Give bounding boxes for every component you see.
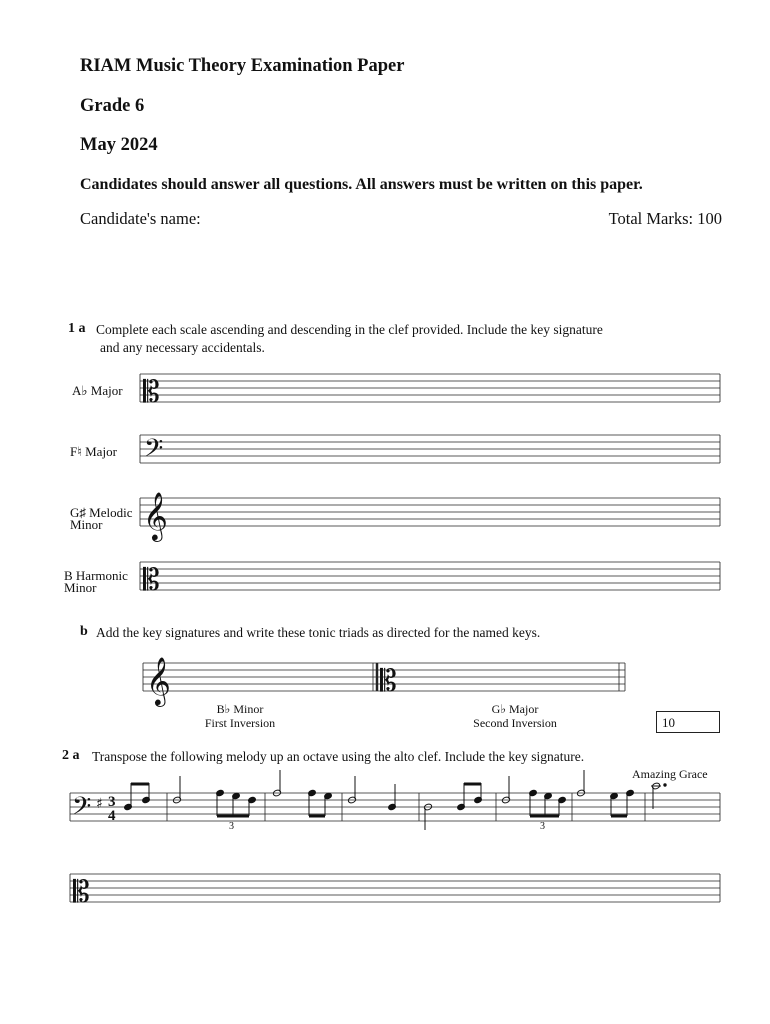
question-2a-number: 2 a bbox=[62, 748, 80, 763]
treble-clef-2: 𝄞 bbox=[146, 656, 171, 705]
marks-box: 10 bbox=[656, 711, 720, 733]
key-signature-sharp: ♯ bbox=[96, 796, 103, 812]
alto-clef-2: 𝄡 bbox=[143, 563, 160, 598]
scale-label-f-major: F♮ Major bbox=[70, 444, 117, 459]
scale-label-gsharp-melodic: G♯ Melodic bbox=[70, 505, 133, 520]
bass-clef-1: 𝄢 bbox=[144, 434, 164, 469]
triad-key-bb-minor: B♭ Minor bbox=[216, 702, 264, 716]
time-signature-top: 3 bbox=[108, 794, 116, 810]
staff-b-harmonic-minor[interactable] bbox=[140, 562, 720, 590]
grade-heading: Grade 6 bbox=[80, 96, 145, 116]
bass-clef-2: 𝄢 bbox=[72, 792, 92, 827]
paper-title: RIAM Music Theory Examination Paper bbox=[80, 56, 405, 76]
scale-label-ab-major: A♭ Major bbox=[72, 383, 123, 398]
staff-ab-major[interactable] bbox=[140, 374, 720, 402]
time-signature-bottom: 4 bbox=[108, 808, 116, 824]
question-1a-text-line1: Complete each scale ascending and descending in the clef provided. Include the key signature bbox=[96, 322, 603, 337]
triplet-marker-1: 3 bbox=[229, 821, 234, 832]
question-1a-number: 1 a bbox=[68, 321, 86, 336]
triad-inversion-second: Second Inversion bbox=[473, 716, 557, 730]
question-1b-text: Add the key signatures and write these tonic triads as directed for the named keys. bbox=[96, 625, 541, 640]
triplet-marker-2: 3 bbox=[540, 821, 545, 832]
instructions: Candidates should answer all questions. All answers must be written on this paper. bbox=[80, 176, 643, 193]
scale-label-b-minor: Minor bbox=[64, 580, 97, 595]
question-2a-text: Transpose the following melody up an octave using the alto clef. Include the key signature. bbox=[92, 749, 585, 764]
candidate-name-label: Candidate's name: bbox=[80, 209, 201, 228]
staff-answer-alto[interactable] bbox=[70, 874, 720, 902]
alto-clef-4: 𝄡 bbox=[73, 875, 90, 910]
triad-key-gb-major: G♭ Major bbox=[491, 702, 539, 716]
treble-clef-1: 𝄞 bbox=[143, 491, 168, 540]
triad-inversion-first: First Inversion bbox=[204, 716, 276, 730]
staff-gsharp-melodic-minor[interactable] bbox=[140, 498, 720, 526]
staff-f-major[interactable] bbox=[140, 435, 720, 463]
scale-label-gsharp-minor: Minor bbox=[70, 517, 103, 532]
question-1b-number: b bbox=[80, 624, 88, 639]
question-1a-text-line2: and any necessary accidentals. bbox=[100, 340, 265, 355]
total-marks: Total Marks: 100 bbox=[608, 209, 722, 228]
exam-date: May 2024 bbox=[80, 135, 158, 155]
scale-label-b-harmonic: B Harmonic bbox=[64, 568, 128, 583]
melody-title: Amazing Grace bbox=[632, 767, 708, 781]
alto-clef-3: 𝄡 bbox=[380, 664, 397, 699]
alto-clef-1: 𝄡 bbox=[143, 375, 160, 410]
